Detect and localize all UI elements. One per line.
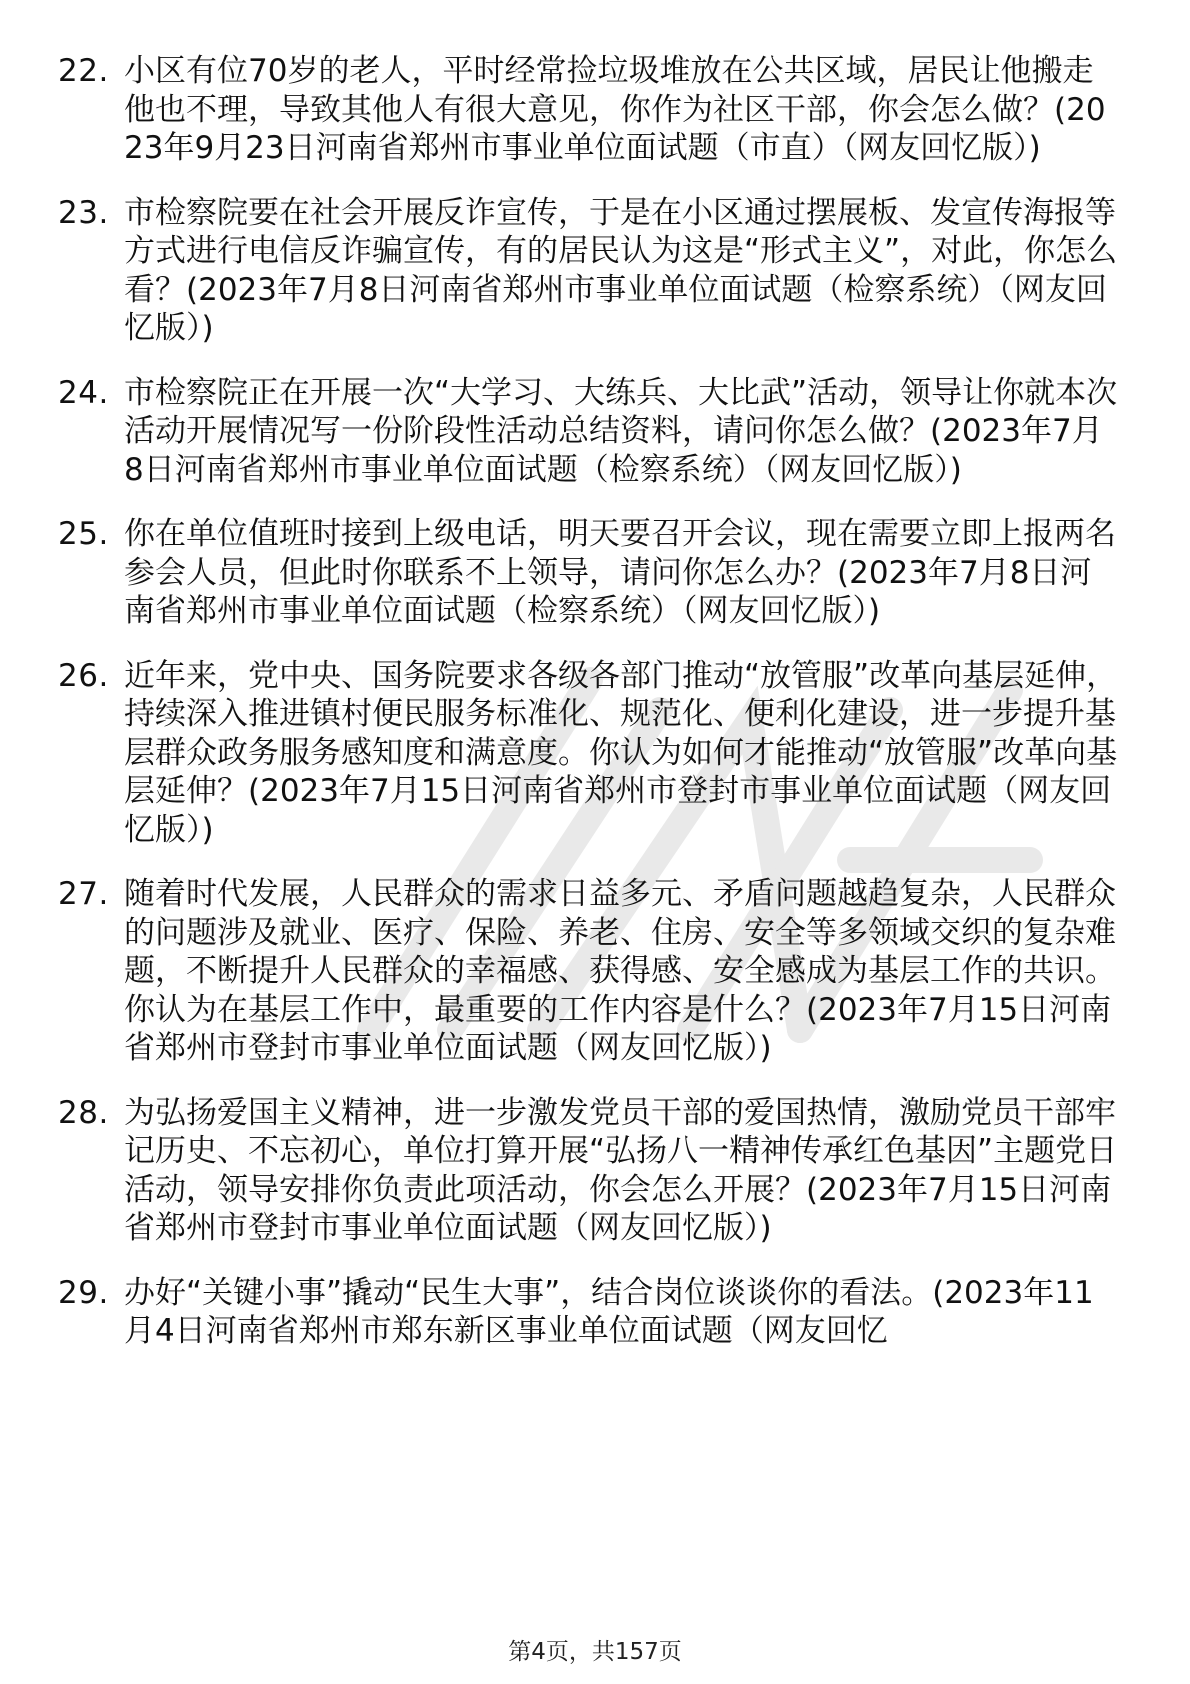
question-item	[58, 52, 1118, 168]
question-item	[58, 657, 1118, 850]
question-text: 小区有位70岁的老人，平时经常捡垃圾堆放在公共区域，居民让他搬走他也不理，导致其他人有很大意见，你作为社区干部，你会怎么做？(2023年9月23日河南省郑州市事业单位面试题（市直）（网友回忆版）)	[124, 53, 1106, 166]
question-item	[58, 1094, 1118, 1248]
question-item	[58, 875, 1118, 1068]
question-number: 28.	[58, 1094, 109, 1131]
question-item	[58, 374, 1118, 490]
question-number: 25.	[58, 516, 109, 552]
question-number: 22.	[58, 53, 109, 89]
question-text: 市检察院正在开展一次“大学习、大练兵、大比武”活动，领导让你就本次活动开展情况写一份阶段性活动总结资料，请问你怎么做？(2023年7月8日河南省郑州市事业单位面试题（检察系统）（网友回忆版）)	[124, 374, 1118, 488]
question-number: 27.	[58, 876, 109, 912]
question-text: 市检察院要在社会开展反诈宣传，于是在小区通过摆展板、发宣传海报等方式进行电信反诈骗宣传，有的居民认为这是“形式主义”，对此，你怎么看？(2023年7月8日河南省郑州市事业单位面试题（检察系统）（网友回忆版）)	[124, 194, 1118, 346]
question-text: 办好“关键小事”撬动“民生大事”，结合岗位谈谈你的看法。(2023年11月4日河南省郑州市郑东新区事业单位面试题（网友回忆	[124, 1274, 1094, 1349]
question-item	[58, 515, 1118, 631]
question-number: 23.	[58, 194, 109, 231]
question-list	[58, 52, 1118, 1377]
question-number: 26.	[58, 657, 109, 694]
page-footer: 第4页，共157页	[508, 1639, 682, 1665]
question-number: 24.	[58, 374, 109, 411]
question-item	[58, 1274, 1118, 1351]
question-text: 你在单位值班时接到上级电话，明天要召开会议，现在需要立即上报两名参会人员，但此时你联系不上领导，请问你怎么办？(2023年7月8日河南省郑州市事业单位面试题（检察系统）（网友回忆版）)	[124, 516, 1116, 629]
question-text: 近年来，党中央、国务院要求各级各部门推动“放管服”改革向基层延伸，持续深入推进镇村便民服务标准化、规范化、便利化建设，进一步提升基层群众政务服务感知度和满意度。你认为如何才能推动“放管服”改革向基层延伸？(2023年7月15日河南省郑州市登封市事业单位面试题（网友回忆版）)	[124, 657, 1118, 848]
question-text: 随着时代发展，人民群众的需求日益多元、矛盾问题越趋复杂，人民群众的问题涉及就业、医疗、保险、养老、住房、安全等多领域交织的复杂难题，不断提升人民群众的幸福感、获得感、安全感成为基层工作的共识。你认为在基层工作中，最重要的工作内容是什么？(2023年7月15日河南省郑州市登封市事业单位面试题（网友回忆版）)	[124, 876, 1116, 1066]
question-number: 29.	[58, 1274, 109, 1311]
question-text: 为弘扬爱国主义精神，进一步激发党员干部的爱国热情，激励党员干部牢记历史、不忘初心，单位打算开展“弘扬八一精神传承红色基因”主题党日活动，领导安排你负责此项活动，你会怎么开展？(2023年7月15日河南省郑州市登封市事业单位面试题（网友回忆版）)	[124, 1094, 1118, 1246]
question-item	[58, 194, 1118, 348]
